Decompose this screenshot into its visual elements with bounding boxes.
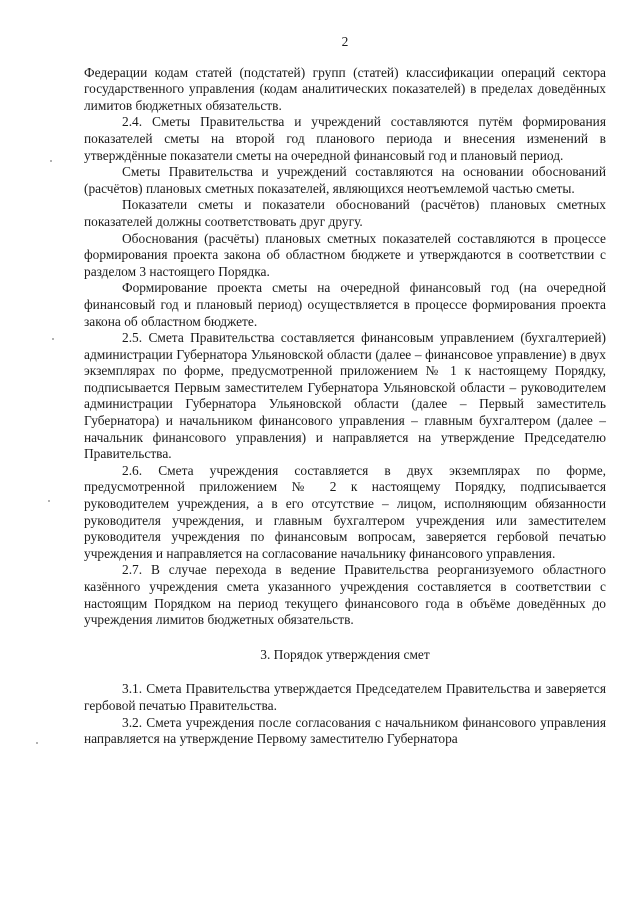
scan-speck — [36, 742, 38, 744]
paragraph-3-2: 3.2. Смета учреждения после согласования с начальником финансового управления направляется на утверждение Первому заместителю Губернатора — [84, 714, 606, 747]
paragraph-2-5: 2.5. Смета Правительства составляется финансовым управлением (бухгалтерией) администрации Губернатора Ульяновской области (далее – финансовое управление) в двух экземплярах по форме, предусмотренной приложением № 1 к настоящему Порядку, подписывается Первым заместителем Губернатора Ульяновской области – руководителем администрации Губернатора Ульяновской области (далее – Первый заместитель Губернатора) и начальником финансового управления – главным бухгалтером (далее – начальник финансового управления) и направляется на утверждение Председателю Правительства. — [84, 330, 606, 462]
scan-speck — [52, 338, 54, 340]
paragraph-2-4-consistency: Показатели сметы и показатели обоснований (расчётов) плановых сметных показателей должны соответствовать друг другу. — [84, 197, 606, 229]
section-title: 3. Порядок утверждения смет — [260, 646, 430, 662]
paragraph-2-4-draft: Формирование проекта сметы на очередной финансовый год (на очередной финансовый год и плановый период) осуществляется в процессе формирования проекта закона об областном бюджете. — [84, 280, 606, 329]
paragraph-2-4-basis: Сметы Правительства и учреждений составляются на основании обоснований (расчётов) плановых сметных показателей, являющихся неотъемлемой частью сметы. — [84, 164, 606, 196]
paragraph-continuation: Федерации кодам статей (подстатей) групп (статей) классификации операций сектора государственного управления (кодам аналитических показателей) в пределах доведённых лимитов бюджетных обязательств. — [84, 64, 606, 113]
paragraph-2-7: 2.7. В случае перехода в ведение Правительства реорганизуемого областного казённого учреждения смета указанного учреждения составляется в соответствии с настоящим Порядком на период текущего финансового года в объёме доведённых до учреждения лимитов бюджетных обязательств. — [84, 562, 606, 628]
page-number: 2 — [341, 34, 349, 49]
paragraph-2-4: 2.4. Сметы Правительства и учреждений составляются путём формирования показателей сметы на второй год планового периода и внесения изменений в утверждённые показатели сметы на очередной финансовый год и плановый период. — [84, 114, 606, 163]
document-page — [84, 34, 606, 748]
scan-speck — [48, 500, 50, 502]
paragraph-3-1: 3.1. Смета Правительства утверждается Председателем Правительства и заверяется гербовой печатью Правительства. — [84, 681, 606, 713]
scan-speck — [50, 160, 52, 162]
paragraph-2-6: 2.6. Смета учреждения составляется в двух экземплярах по форме, предусмотренной приложением № 2 к настоящему Порядку, подписывается руководителем учреждения, а в его отсутствие – лицом, исполняющим обязанности руководителя учреждения, и главным бухгалтером учреждения или заместителем руководителя учреждения по финансовым вопросам, заверяется гербовой печатью учреждения и направляется на согласование начальнику финансового управления. — [84, 462, 606, 561]
paragraph-2-4-justifications: Обоснования (расчёты) плановых сметных показателей составляются в процессе формирования проекта закона об областном бюджете и утверждаются в соответствии с разделом 3 настоящего Порядка. — [84, 230, 606, 279]
